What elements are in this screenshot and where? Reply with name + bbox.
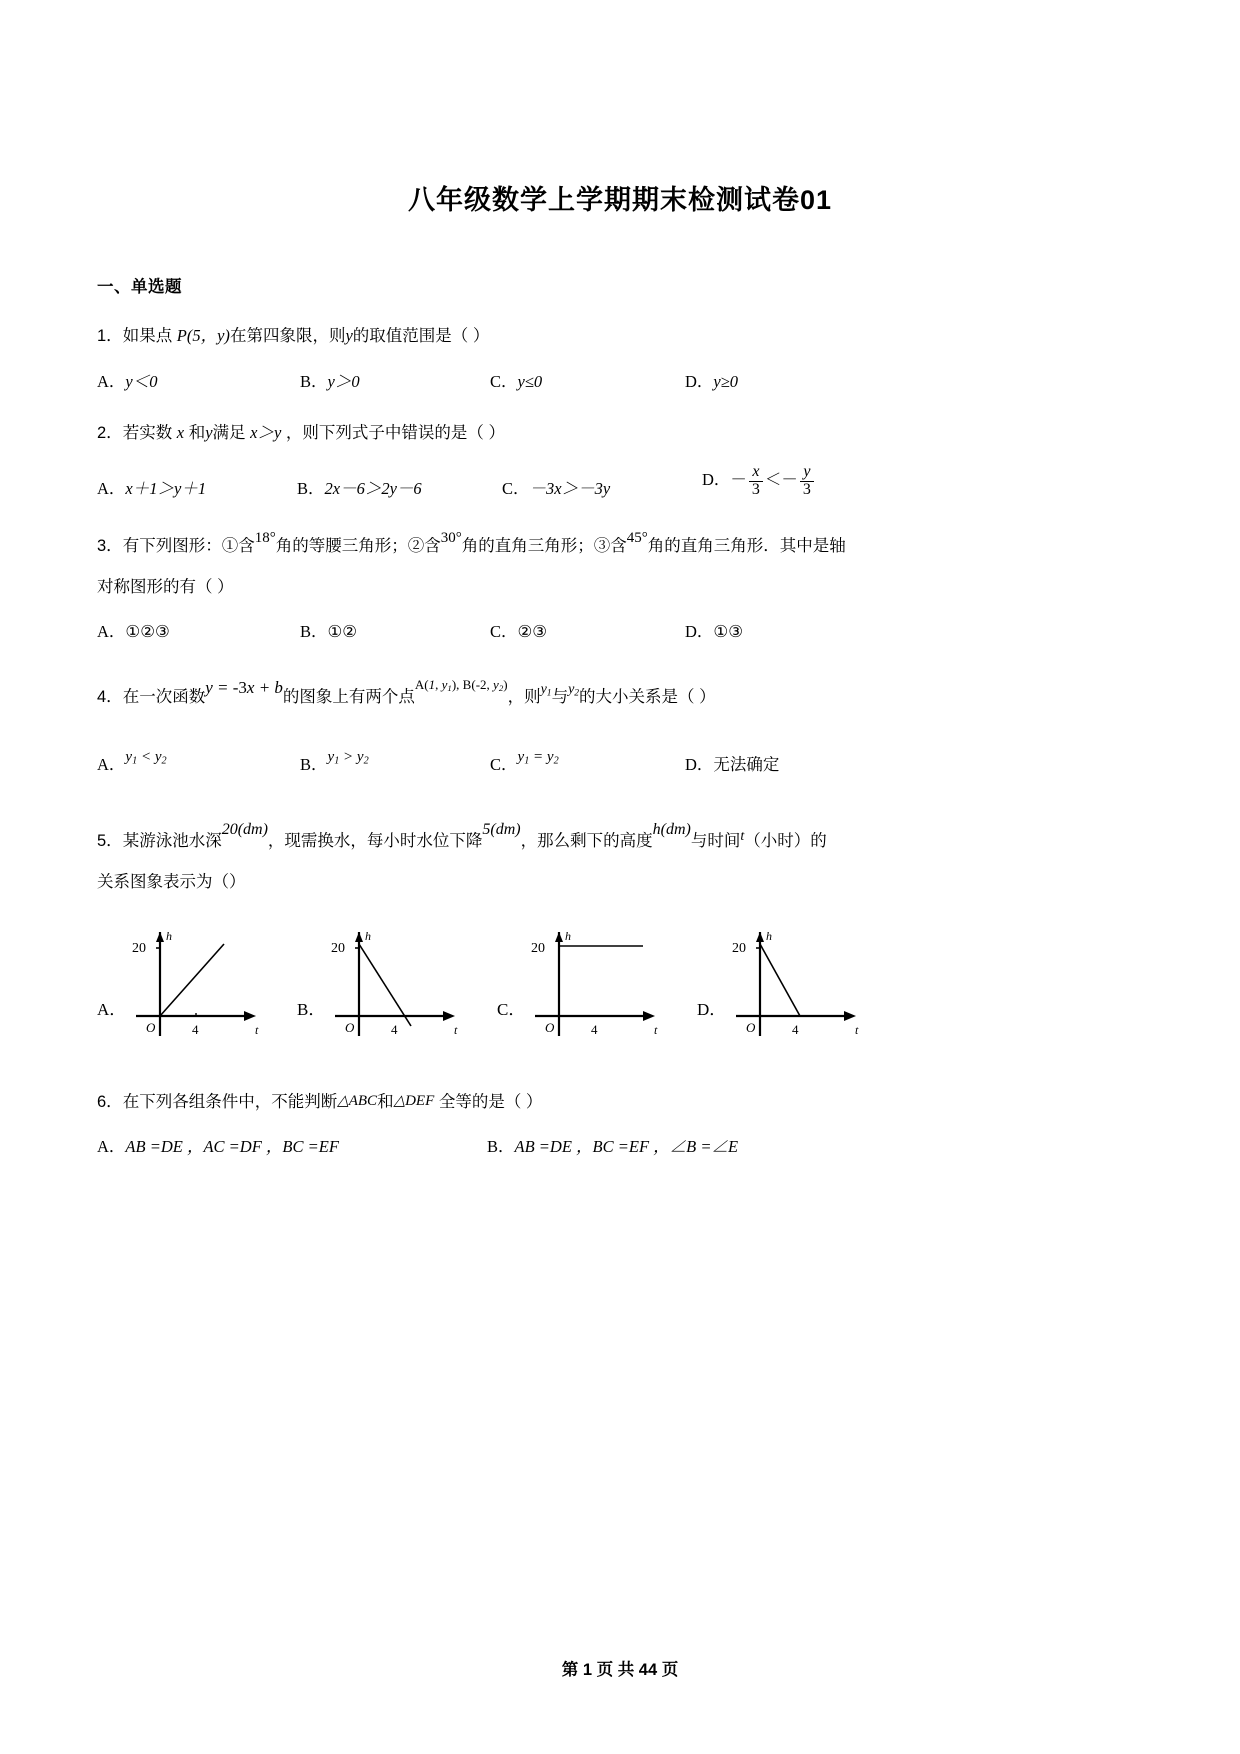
question-3-text-d: 角的直角三角形．其中是轴: [647, 536, 846, 555]
option-3-c-label: C．: [490, 622, 518, 642]
graph-option-b-label: B．: [297, 999, 326, 1019]
page-content: [0, 217, 1240, 1157]
question-5-text-b: ，现需换水，每小时水位下降: [267, 832, 483, 851]
graph-c-chart: [531, 926, 666, 1051]
graph-option-c[interactable]: [497, 926, 697, 1051]
option-6-a-body: AB =DE ，AC =DF ，BC =EF: [125, 1137, 339, 1157]
question-1-text-c: 的取值范围是（ ）: [352, 327, 490, 345]
option-3-a-body: ①②③: [125, 623, 170, 642]
question-3-line2: 对称图形的有（ ）: [97, 577, 234, 596]
question-3-text-a: 有下列图形：①含: [122, 536, 255, 555]
question-2-text-a: 若实数: [122, 423, 177, 442]
svg-text:4: 4: [591, 1021, 598, 1037]
graph-option-d[interactable]: [697, 926, 867, 1051]
option-2-d-frac-right-num: y: [803, 463, 811, 481]
option-2-d[interactable]: [702, 464, 816, 499]
option-1-c-body: y≤0: [517, 371, 543, 391]
question-1-number: 1．: [97, 327, 123, 345]
svg-text:20: 20: [132, 940, 147, 956]
question-4-function: y = -3x + b: [205, 678, 283, 698]
svg-text:t: t: [855, 1022, 859, 1037]
page-footer: 第 1 页 共 44 页: [561, 1661, 679, 1679]
question-2-inequality: x＞y: [250, 422, 282, 442]
option-1-d[interactable]: [685, 368, 738, 392]
question-6-triangle-2: △DEF: [393, 1092, 435, 1109]
question-3-text-b: 角的等腰三角形；②含: [275, 536, 441, 555]
question-5-graph-options: [97, 926, 1150, 1051]
question-4-y1: $y_1$: [540, 682, 552, 699]
question-3: [97, 523, 1150, 564]
svg-text:O: O: [146, 1019, 156, 1035]
option-4-c-label: C．: [490, 755, 518, 775]
option-3-a-label: A．: [97, 622, 126, 642]
option-3-a[interactable]: [97, 618, 300, 642]
question-4-text-b: 的图象上有两个点: [282, 688, 415, 707]
option-2-b[interactable]: [297, 475, 502, 499]
option-1-d-label: D．: [685, 371, 714, 391]
option-4-d-body: 无法确定: [713, 756, 780, 775]
graph-option-a-label: A．: [97, 999, 127, 1019]
question-4-options: [97, 749, 1150, 775]
question-1-var: y: [345, 326, 353, 345]
option-2-d-label: D．: [702, 470, 731, 490]
graph-option-b[interactable]: [297, 926, 497, 1051]
option-6-b-label: B．: [487, 1137, 515, 1157]
question-2-number: 2．: [97, 423, 123, 442]
option-4-d-label: D．: [685, 755, 714, 775]
question-6-triangle-1: △ABC: [337, 1092, 378, 1109]
option-1-a-label: A．: [97, 371, 126, 391]
question-6-number: 6．: [97, 1092, 123, 1111]
question-4: [97, 666, 1150, 719]
question-3-options: [97, 618, 1150, 642]
question-6-options: [97, 1133, 1150, 1157]
question-6-text-b: 和: [377, 1092, 394, 1111]
question-4-y2: $y_2$: [568, 682, 580, 699]
option-2-d-fraction-left: [749, 464, 763, 499]
question-2: [97, 416, 1150, 451]
option-4-b[interactable]: [300, 749, 490, 775]
option-4-d[interactable]: [685, 751, 779, 775]
option-4-c-body: $y_1 = y_2$: [517, 749, 559, 767]
graph-option-c-label: C．: [497, 999, 526, 1019]
graph-a-chart: [132, 926, 267, 1051]
option-3-b[interactable]: [300, 618, 490, 642]
question-2-var-x: x: [176, 422, 185, 442]
question-3-text-c: 角的直角三角形；③含: [461, 536, 627, 555]
graph-d-chart: [732, 926, 867, 1051]
option-1-a-body: y＜0: [125, 371, 158, 391]
option-1-b-label: B．: [300, 371, 328, 391]
question-5-rate: 5(dm): [482, 821, 521, 839]
option-1-c[interactable]: [490, 368, 685, 392]
question-5-text-c: ，那么剩下的高度: [520, 832, 653, 851]
graph-b-chart: [331, 926, 466, 1051]
svg-text:t: t: [255, 1022, 259, 1037]
question-1-point: P(5，y): [176, 326, 230, 345]
option-4-b-body: $y_1 > y_2$: [327, 749, 369, 767]
option-2-a-label: A．: [97, 478, 126, 498]
option-1-a[interactable]: [97, 368, 300, 392]
option-2-c-label: C．: [502, 478, 530, 498]
question-5-depth: 20(dm): [221, 821, 268, 839]
question-3-number: 3．: [97, 536, 123, 555]
option-3-b-body: ①②: [327, 623, 358, 642]
question-1-options: [97, 368, 1150, 392]
question-2-text-b: 和: [184, 423, 206, 442]
question-4-number: 4．: [97, 688, 123, 707]
svg-text:20: 20: [732, 940, 747, 956]
svg-text:4: 4: [792, 1021, 799, 1037]
question-4-text-a: 在一次函数: [122, 688, 206, 707]
option-2-d-frac-left-den: 3: [749, 481, 763, 499]
question-5-number: 5．: [97, 832, 123, 851]
svg-text:t: t: [454, 1022, 458, 1037]
option-2-d-sign-right: －: [781, 470, 798, 490]
question-6: [97, 1085, 1150, 1120]
svg-text:h: h: [766, 928, 773, 943]
option-2-c[interactable]: [502, 475, 702, 499]
svg-text:20: 20: [531, 940, 546, 956]
question-5: [97, 809, 1150, 863]
graph-option-d-label: D．: [697, 999, 727, 1019]
option-4-b-label: B．: [300, 755, 328, 775]
option-2-d-relation: ＜: [764, 470, 782, 490]
option-1-c-label: C．: [490, 371, 518, 391]
question-4-text-e: 的大小关系是（ ）: [579, 688, 716, 707]
option-1-d-body: y≥0: [713, 371, 739, 391]
question-5-text-e: （小时）的: [744, 832, 827, 851]
option-2-a[interactable]: [97, 475, 297, 499]
question-6-text-c: 全等的是（ ）: [434, 1092, 543, 1111]
question-4-text-d: 与: [551, 688, 569, 707]
svg-text:h: h: [166, 928, 173, 943]
question-5-time-var: t: [740, 829, 745, 845]
question-3-angle-2: 30°: [440, 529, 462, 546]
question-5-line2: 关系图象表示为（）: [97, 872, 246, 891]
option-4-c[interactable]: [490, 749, 685, 775]
svg-text:h: h: [365, 928, 372, 943]
question-1-text-a: 如果点: [122, 327, 177, 345]
section-heading-single-choice: 一、单选题: [97, 278, 182, 296]
option-3-d-label: D．: [685, 622, 714, 642]
option-1-b[interactable]: [300, 368, 490, 392]
option-2-c-body: －3x＞－3y: [529, 478, 611, 498]
svg-text:4: 4: [391, 1021, 398, 1037]
option-2-a-body: x＋1＞y＋1: [125, 478, 207, 498]
svg-text:4: 4: [192, 1021, 199, 1037]
option-6-a-label: A．: [97, 1137, 126, 1157]
question-5-text-a: 某游泳池水深: [122, 832, 222, 851]
svg-text:t: t: [654, 1022, 658, 1037]
option-6-b[interactable]: [487, 1133, 738, 1157]
page-title: 八年级数学上学期期末检测试卷01: [407, 185, 833, 215]
option-3-d-body: ①③: [713, 623, 744, 642]
svg-text:h: h: [565, 928, 572, 943]
question-1-text-b: 在第四象限，则: [229, 327, 346, 345]
graph-option-a[interactable]: [97, 926, 297, 1051]
option-2-d-frac-left-num: x: [752, 463, 760, 481]
question-4-text-c: ，则: [507, 688, 541, 707]
question-1: [97, 319, 1150, 354]
question-6-text-a: 在下列各组条件中，不能判断: [122, 1092, 338, 1111]
question-2-text-c: 满足: [212, 423, 251, 442]
option-3-d[interactable]: [685, 618, 743, 642]
option-4-a[interactable]: [97, 749, 300, 775]
svg-text:20: 20: [331, 940, 346, 956]
svg-text:O: O: [545, 1019, 555, 1035]
option-4-a-label: A．: [97, 755, 126, 775]
option-2-d-fraction-right: [800, 464, 814, 499]
question-4-points: A(1, $y_1$), B(-2, $y_2$): [414, 677, 508, 694]
option-1-b-body: y＞0: [327, 371, 360, 391]
svg-text:O: O: [746, 1019, 756, 1035]
svg-text:O: O: [345, 1019, 355, 1035]
option-2-b-label: B．: [297, 478, 325, 498]
question-3-angle-1: 18°: [254, 529, 276, 546]
question-3-angle-3: 45°: [626, 529, 648, 546]
option-2-d-frac-right-den: 3: [800, 481, 814, 499]
question-2-options: [97, 464, 1150, 499]
question-2-text-d: ，则下列式子中错误的是（ ）: [281, 423, 505, 442]
option-6-a[interactable]: [97, 1133, 487, 1157]
option-3-b-label: B．: [300, 622, 328, 642]
option-2-d-sign-left: －: [730, 470, 747, 490]
question-5-text-d: 与时间: [690, 832, 741, 851]
option-2-b-body: 2x－6＞2y－6: [324, 478, 422, 498]
question-2-var-y: y: [205, 422, 213, 442]
option-3-c[interactable]: [490, 618, 685, 642]
option-4-a-body: $y_1 < y_2$: [125, 749, 167, 767]
option-6-b-body: AB =DE ，BC =EF ，∠B =∠E: [514, 1137, 739, 1157]
option-3-c-body: ②③: [517, 623, 548, 642]
question-5-height: h(dm): [652, 821, 691, 839]
